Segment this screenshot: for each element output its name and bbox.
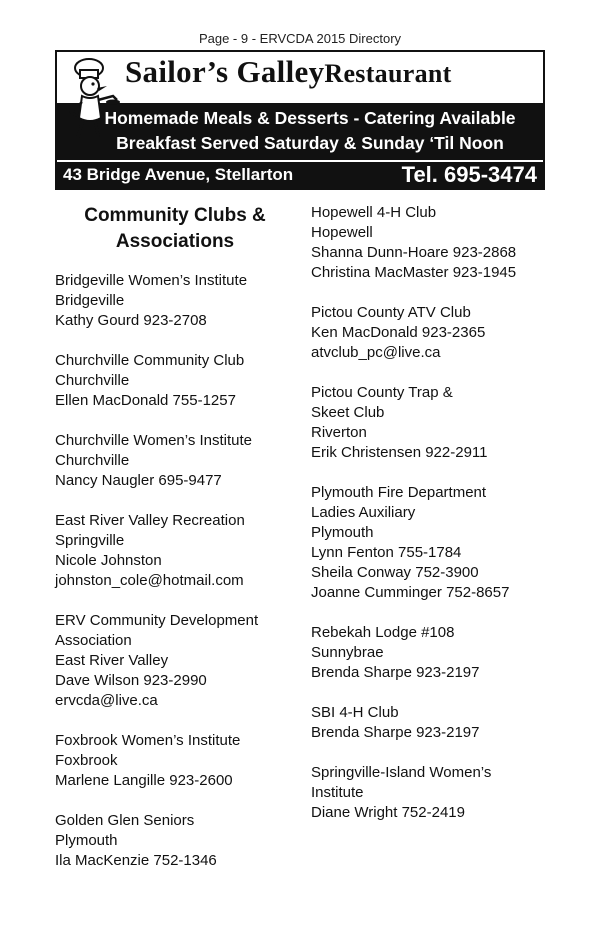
section-heading-line-1: Community Clubs &: [84, 205, 266, 226]
entry-detail: Ladies Auxiliary: [311, 504, 416, 521]
entry-detail: Dave Wilson 923-2990: [55, 672, 207, 689]
restaurant-advertisement: [55, 50, 545, 190]
directory-column-left: [55, 271, 300, 891]
entry-detail: Christina MacMaster 923-1945: [311, 264, 517, 281]
entry-name: Bridgeville Women’s Institute: [55, 272, 248, 289]
entry-detail: Sunnybrae: [311, 644, 384, 661]
entry-name: ERV Community Development: [55, 612, 259, 629]
directory-entry: [55, 271, 300, 331]
directory-entry: [311, 483, 571, 603]
chef-logo-icon: [63, 56, 121, 144]
directory-entry: [55, 811, 300, 871]
entry-detail: Erik Christensen 922-2911: [311, 444, 488, 461]
entry-name: Foxbrook Women’s Institute: [55, 732, 241, 749]
entry-name: Plymouth Fire Department: [311, 484, 487, 501]
entry-name: Churchville Community Club: [55, 352, 245, 369]
entry-detail: ervcda@live.ca: [55, 692, 158, 709]
directory-entry: [55, 511, 300, 591]
ad-address: 43 Bridge Avenue, Stellarton: [63, 165, 294, 184]
entry-detail: Foxbrook: [55, 752, 118, 769]
directory-entry: [55, 351, 300, 411]
entry-detail: Skeet Club: [311, 404, 385, 421]
entry-detail: Lynn Fenton 755-1784: [311, 544, 462, 561]
entry-detail: Marlene Langille 923-2600: [55, 772, 233, 789]
entry-detail: Shanna Dunn-Hoare 923-2868: [311, 244, 517, 261]
entry-name: SBI 4-H Club: [311, 704, 399, 721]
directory-column-right: [311, 203, 571, 843]
entry-detail: Riverton: [311, 424, 367, 441]
entry-detail: Brenda Sharpe 923-2197: [311, 724, 480, 741]
entry-detail: Institute: [311, 784, 364, 801]
entry-detail: Diane Wright 752-2419: [311, 804, 465, 821]
entry-detail: Ila MacKenzie 752-1346: [55, 852, 217, 869]
directory-entry: [311, 203, 571, 283]
entry-detail: Churchville: [55, 452, 130, 469]
directory-entry: [55, 431, 300, 491]
entry-detail: Bridgeville: [55, 292, 125, 309]
entry-name: Pictou County ATV Club: [311, 304, 471, 321]
entry-detail: Churchville: [55, 372, 130, 389]
restaurant-name-main: Sailor’s Galley: [125, 54, 325, 89]
entry-detail: East River Valley: [55, 652, 169, 669]
entry-name: Springville-Island Women’s: [311, 764, 492, 781]
ad-telephone: Tel. 695-3474: [401, 162, 537, 187]
entry-detail: atvclub_pc@live.ca: [311, 344, 441, 361]
entry-detail: Ellen MacDonald 755-1257: [55, 392, 236, 409]
entry-name: Pictou County Trap &: [311, 384, 453, 401]
directory-entry: [55, 611, 300, 711]
entry-detail: Springville: [55, 532, 125, 549]
entry-detail: Plymouth: [55, 832, 118, 849]
directory-entry: [311, 383, 571, 463]
entry-name: East River Valley Recreation: [55, 512, 245, 529]
entry-name: Rebekah Lodge #108: [311, 624, 455, 641]
entry-detail: Association: [55, 632, 132, 649]
ad-slogan-line-1: Homemade Meals & Desserts - Catering Available: [104, 108, 516, 128]
entry-name: Hopewell 4-H Club: [311, 204, 437, 221]
entry-detail: Kathy Gourd 923-2708: [55, 312, 207, 329]
entry-detail: Plymouth: [311, 524, 374, 541]
ad-slogan-line-2: Breakfast Served Saturday & Sunday ‘Til Noon: [116, 133, 504, 153]
page-header: Page - 9 - ERVCDA 2015 Directory: [198, 31, 402, 46]
entry-detail: Brenda Sharpe 923-2197: [311, 664, 480, 681]
entry-name: Churchville Women’s Institute: [55, 432, 253, 449]
section-heading-line-2: Associations: [115, 231, 235, 252]
entry-detail: Nancy Naugler 695-9477: [55, 472, 222, 489]
directory-entry: [55, 731, 300, 791]
section-heading: [55, 203, 295, 255]
ad-contact-band: [57, 162, 543, 188]
directory-entry: [311, 703, 571, 743]
entry-name: Golden Glen Seniors: [55, 812, 195, 829]
restaurant-name-suffix: Restaurant: [324, 59, 452, 88]
directory-entry: [311, 303, 571, 363]
restaurant-name: [125, 54, 452, 90]
entry-detail: Sheila Conway 752-3900: [311, 564, 479, 581]
entry-detail: Ken MacDonald 923-2365: [311, 324, 486, 341]
ad-slogan-band: [57, 103, 543, 160]
directory-entry: [311, 623, 571, 683]
directory-entry: [311, 763, 571, 823]
entry-detail: johnston_cole@hotmail.com: [55, 572, 244, 589]
ad-title-area: [57, 52, 543, 103]
entry-detail: Hopewell: [311, 224, 373, 241]
entry-detail: Joanne Cumminger 752-8657: [311, 584, 510, 601]
entry-detail: Nicole Johnston: [55, 552, 162, 569]
